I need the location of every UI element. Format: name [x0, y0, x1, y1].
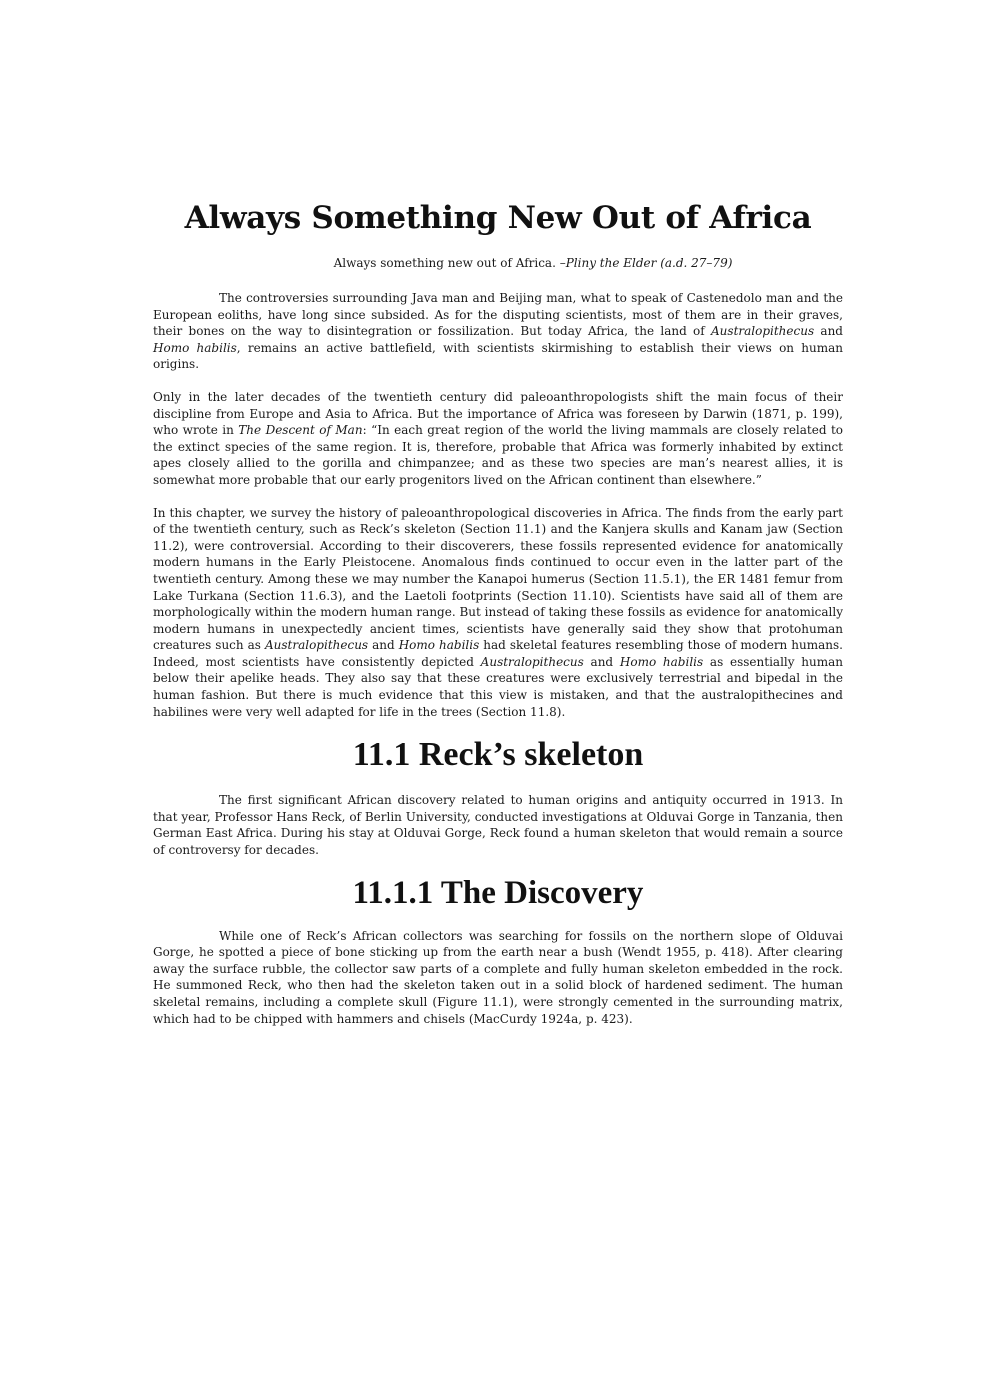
chapter-title: Always Something New Out of Africa — [184, 200, 812, 236]
section-title: 11.1 Reck’s skeleton — [352, 736, 644, 774]
paragraph-3-emphasis: Australopithecus — [264, 638, 369, 653]
paragraph-3-emphasis: Australopithecus — [480, 654, 584, 669]
epigraph-text: Always something new out of Africa. — [333, 256, 556, 270]
paragraph-5: While one of Reck’s African collectors was searching for fossils on the northern slope of Olduvai Gorge, he spotted a piece of bone sticking up from the earth near a bush (Wendt 1955, p. 418). After clearing away the surface rubble, the collector saw parts of a complete and fully human skeleton embedded in the rock. He summoned Reck, who then had the skeleton taken out in a solid block of hardened sediment. The human skeletal remains, including a complete skull (Figure 11.1), were strongly cemented in the surrounding matrix, which had to be chipped with hammers and chisels (MacCurdy 1924a, p. 423). — [153, 928, 843, 1026]
epigraph-attribution: –Pliny the Elder (a.d. 27–79) — [559, 256, 733, 270]
paragraph-3-text: In this chapter, we survey the history of paleoanthropological discoveries in Africa. The finds from the early part of the twentieth century, such as Reck’s skeleton (Section 11.1) and the Kanjera skulls and Kanam jaw (Section 11.2), were controversial. According to their discoverers, these fossils represented evidence for anatomically modern humans in the Early Pleistocene. Anomalous finds continued to occur even in the latter part of the twentieth century. Among these we may number the Kanapoi humerus (Section 11.5.1), the ER 1481 femur from Lake Turkana (Section 11.6.3), and the Laetoli footprints (Section 11.10). Scientists have said all of them are morphologically within the modern human range. But instead of taking these fossils as evidence for anatomically modern humans in unexpectedly ancient times, scientists have generally said they show that protohuman creatures such as — [153, 505, 843, 653]
paragraph-2-text: Only in the later decades of the twentieth century did paleoanthropologists shift the main focus of their discipline from Europe and Asia to Africa. But the importance of Africa was foreseen by Darwin (1871, p. 199), who wrote in — [153, 389, 843, 438]
subsection-title: 11.1.1 The Discovery — [352, 874, 644, 911]
paragraph-3-text-end: as essentially human below their apelike heads. They also say that these creatures were exclusively terrestrial and bipedal in the human fashion. But there is much evidence that this view is mistaken, and that the australopithecines and habilines were very well adapted for life in the trees (Section 11.8). — [153, 654, 844, 719]
document-page — [153, 200, 843, 1043]
paragraph-1-emphasis: Australopithecus — [711, 324, 815, 339]
paragraph-2-book-title: The Descent of Man — [238, 423, 363, 438]
paragraph-1 — [153, 290, 843, 373]
paragraph-2 — [153, 389, 843, 489]
paragraph-3-emphasis: Homo habilis — [619, 654, 704, 669]
epigraph — [153, 256, 843, 270]
paragraph-3 — [153, 505, 843, 721]
paragraph-4: The first significant African discovery related to human origins and antiquity occurred in 1913. In that year, Professor Hans Reck, of Berlin University, conducted investigations at Olduvai Gorge in Tanzania, then German East Africa. During his stay at Olduvai Gorge, Reck found a human skeleton that would remain a source of controversy for decades. — [153, 793, 843, 858]
paragraph-3-emphasis: Homo habilis — [398, 638, 480, 653]
paragraph-2-text-end: : “In each great region of the world the living mammals are closely related to the extinct species of the same region. It is, therefore, probable that Africa was formerly inhabited by extinct apes closely allied to the gorilla and chimpanzee; and as these two species are man’s nearest allies, it is somewhat more probable that our early progenitors lived on the African continent than elsewhere.” — [153, 423, 844, 487]
paragraph-1-text: The controversies surrounding Java man and Beijing man, what to speak of Castenedolo man and the European eoliths, have long since subsided. As for the disputing scientists, most of them are in their graves, their bones on the way to disintegration or fossilization. But today Africa, the land of — [153, 291, 843, 339]
paragraph-1-text-end: , remains an active battlefield, with scientists skirmishing to establish their views on human origins. — [153, 340, 844, 372]
paragraph-3-text-mid: had skeletal features resembling those of modern humans. Indeed, most scientists have consistently depicted — [153, 638, 843, 669]
paragraph-3-text-mid: and — [583, 654, 620, 669]
paragraph-1-text-mid: and — [814, 324, 843, 339]
paragraph-3-text-mid: and — [368, 638, 399, 653]
paragraph-1-emphasis: Homo habilis — [153, 340, 237, 355]
